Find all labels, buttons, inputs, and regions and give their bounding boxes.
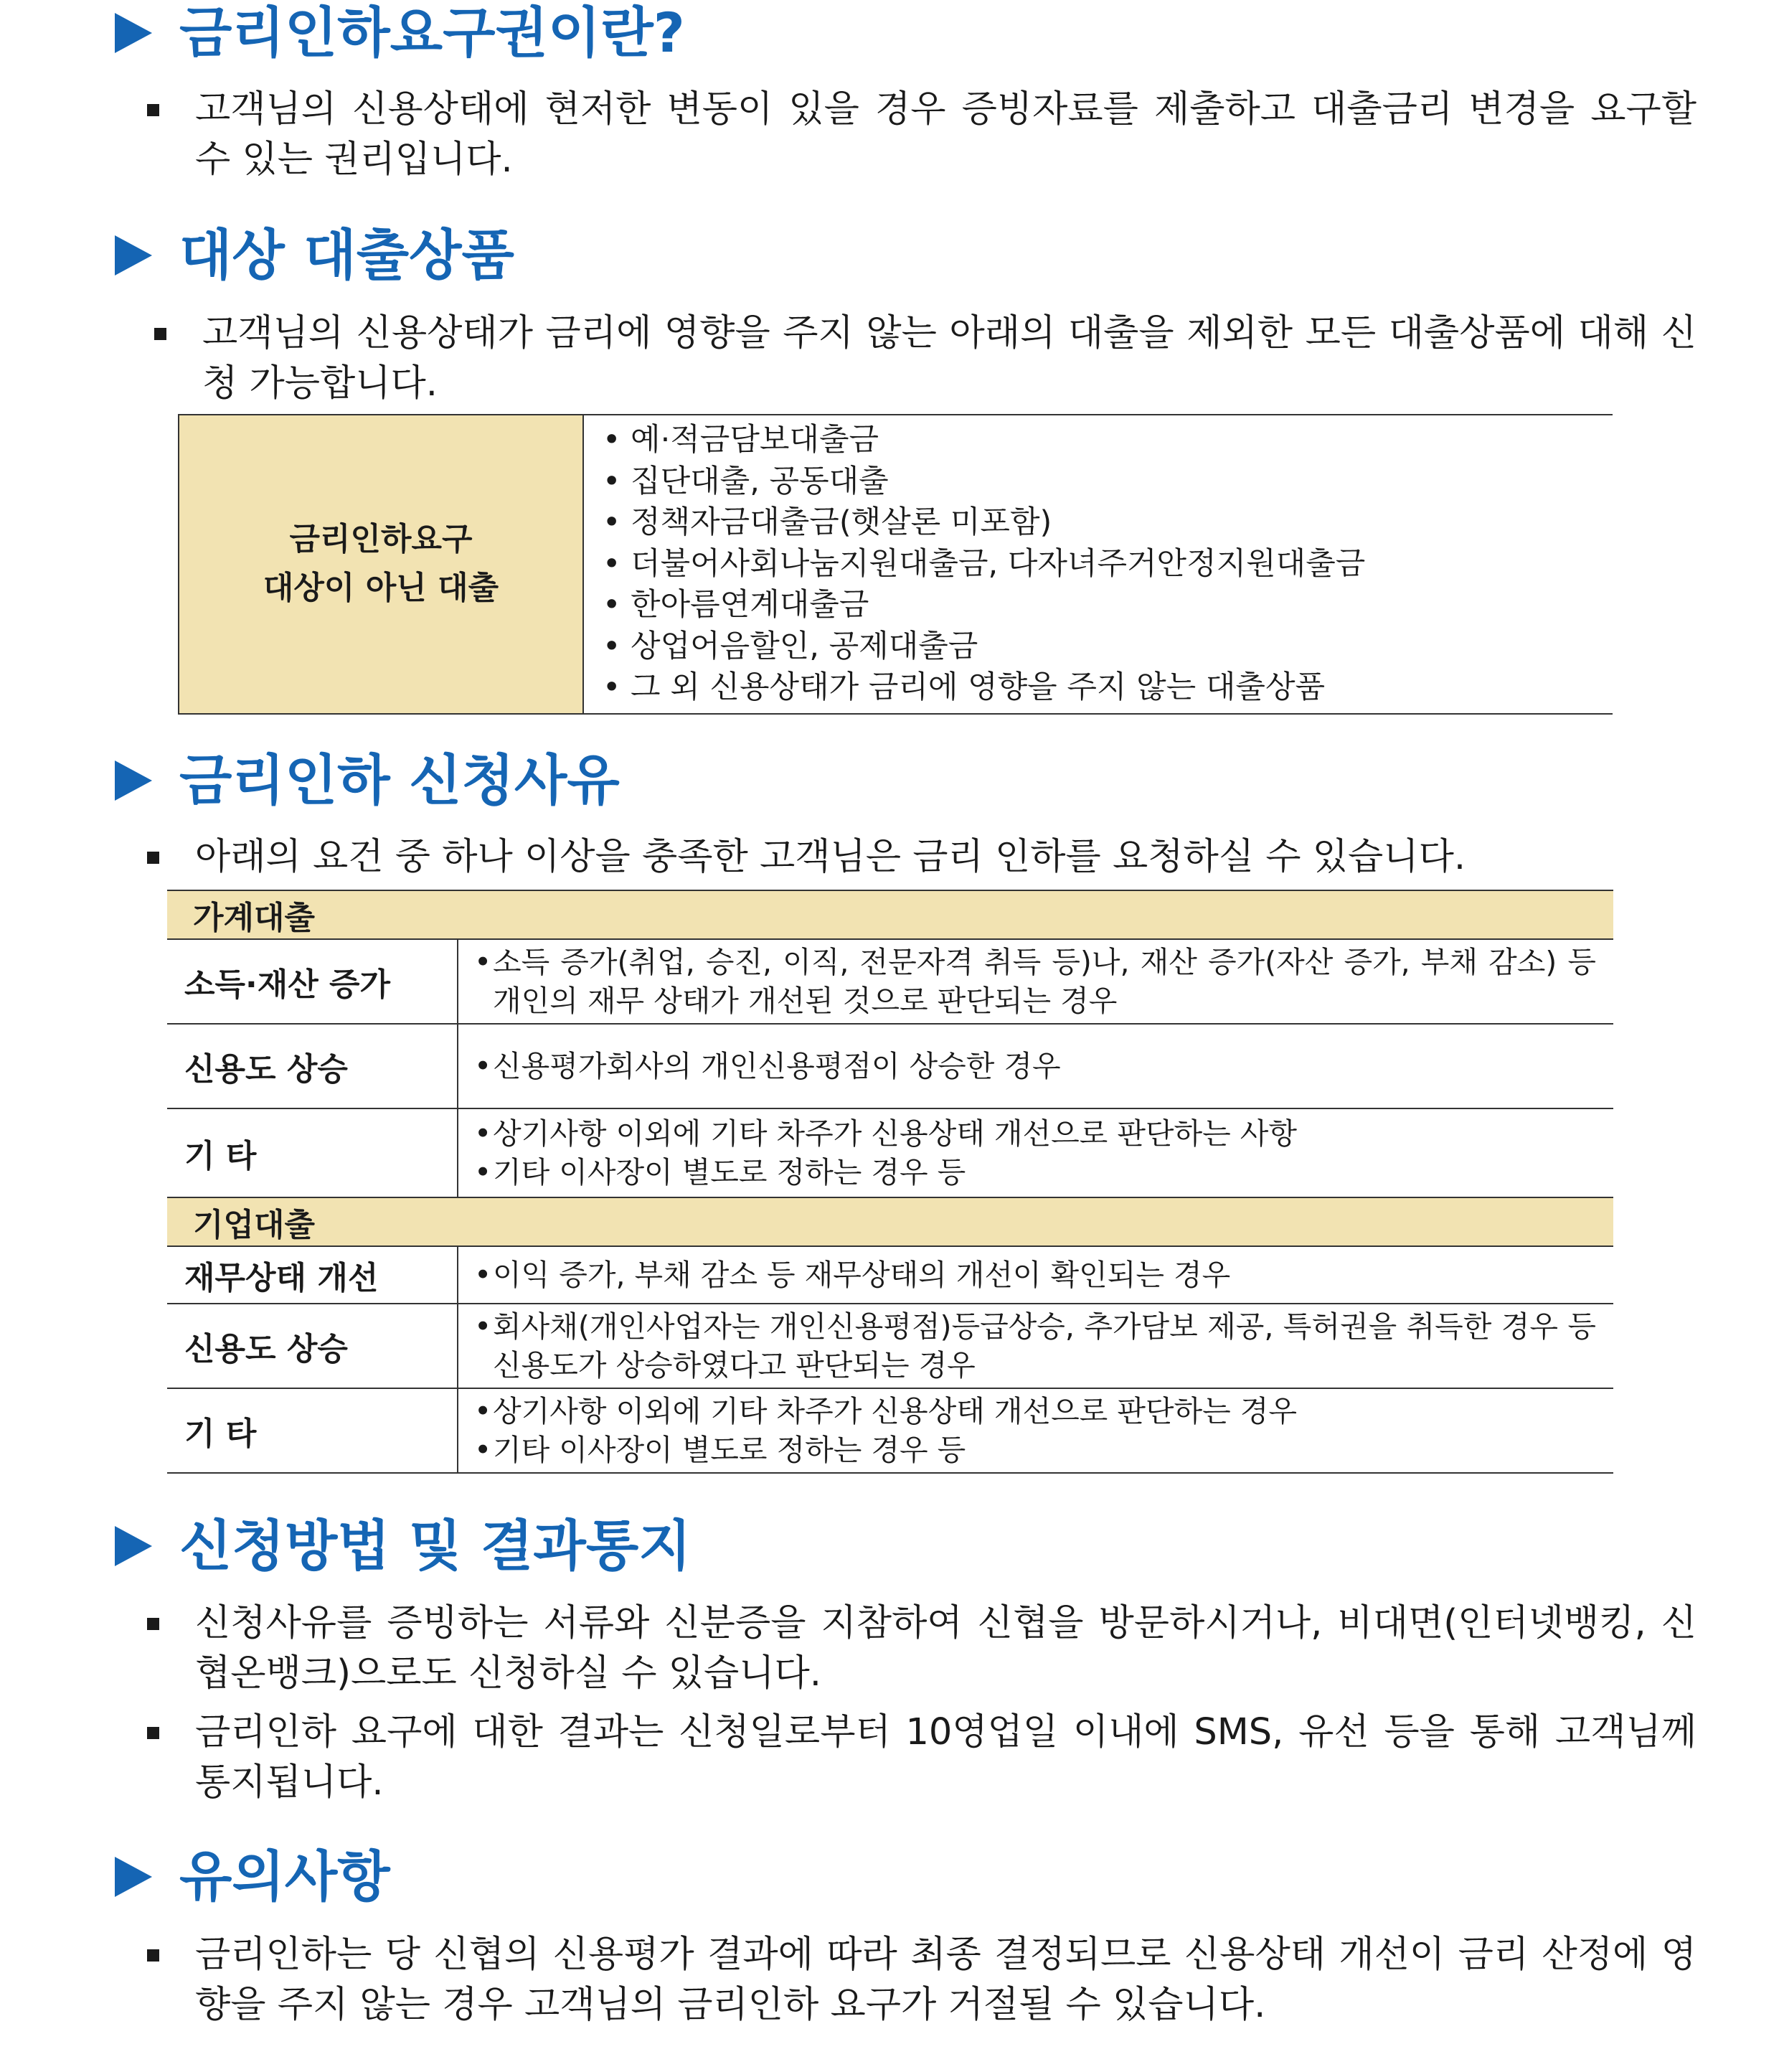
list-item: • 집단대출, 공동대출 xyxy=(603,463,889,499)
triangle-bullet-icon xyxy=(115,13,152,53)
bullet-text: 금리인하 요구에 대한 결과는 신청일로부터 10영업일 이내에 SMS, 유선 등을 통해 고객님께 통지됩니다. xyxy=(195,1711,1697,1804)
table-row xyxy=(167,1388,1613,1473)
square-bullet-icon xyxy=(147,852,159,864)
excluded-loans-table xyxy=(178,414,1613,715)
row-desc: • 상기사항 이외에 기타 차주가 신용상태 개선으로 판단하는 경우 • 기타 이사장이 별도로 정하는 경우 등 xyxy=(458,1388,1613,1473)
target-loans-paragraph xyxy=(154,309,1697,409)
section-heading-request-reasons xyxy=(115,748,620,812)
precautions-paragraph xyxy=(147,1930,1697,2030)
bullet-text: 고객님의 신용상태에 현저한 변동이 있을 경우 증빙자료를 제출하고 대출금리 변경을 요구할 수 있는 권리입니다. xyxy=(195,88,1697,181)
label-line: 대상이 아닌 대출 xyxy=(263,570,499,607)
bullet-text: 아래의 요건 중 하나 이상을 충족한 고객님은 금리 인하를 요청하실 수 있습니다. xyxy=(195,836,1466,878)
method-paragraph xyxy=(147,1598,1697,1699)
row-name: 기 타 xyxy=(167,1388,458,1473)
excluded-loans-list-cell xyxy=(583,415,1613,714)
section-title: 신청방법 및 결과통지 xyxy=(179,1514,692,1578)
section-heading-method-and-notice xyxy=(115,1514,692,1578)
list-item: • 그 외 신용상태가 금리에 영향을 주지 않는 대출상품 xyxy=(603,669,1326,705)
notice-paragraph xyxy=(147,1708,1697,1808)
list-item: • 예·적금담보대출금 xyxy=(603,422,879,458)
bullet-text: 신청사유를 증빙하는 서류와 신분증을 지참하여 신협을 방문하시거나, 비대면(인터넷뱅킹, 신협온뱅크)으로도 신청하실 수 있습니다. xyxy=(195,1602,1697,1695)
table-row xyxy=(167,1108,1613,1197)
section-heading-rate-cut-right xyxy=(115,1,685,65)
label-line: 금리인하요구 xyxy=(289,521,473,558)
section-heading-precautions xyxy=(115,1845,390,1908)
list-item: • 상업어음할인, 공제대출금 xyxy=(603,628,978,664)
section-title: 금리인하 신청사유 xyxy=(179,748,620,812)
triangle-bullet-icon xyxy=(115,1526,152,1566)
row-desc: • 이익 증가, 부채 감소 등 재무상태의 개선이 확인되는 경우 xyxy=(458,1246,1613,1304)
excluded-loans-label xyxy=(179,415,583,714)
square-bullet-icon xyxy=(147,1727,159,1739)
list-item: • 정책자금대출금(햇살론 미포함) xyxy=(603,504,1052,540)
square-bullet-icon xyxy=(147,1949,159,1962)
category-household: 가계대출 xyxy=(167,890,1613,939)
row-name: 재무상태 개선 xyxy=(167,1246,458,1304)
row-name: 신용도 상승 xyxy=(167,1304,458,1388)
triangle-bullet-icon xyxy=(115,1857,152,1897)
table-row xyxy=(167,1246,1613,1304)
row-desc: • 회사채(개인사업자는 개인신용평점)등급상승, 추가담보 제공, 특허권을 취득한 경우 등 신용도가 상승하였다고 판단되는 경우 xyxy=(458,1304,1613,1388)
section-title: 금리인하요구권이란? xyxy=(179,1,685,65)
row-name: 신용도 상승 xyxy=(167,1024,458,1108)
section-title: 대상 대출상품 xyxy=(179,223,514,287)
reasons-table xyxy=(167,890,1613,1474)
triangle-bullet-icon xyxy=(115,235,152,276)
square-bullet-icon xyxy=(154,328,166,340)
triangle-bullet-icon xyxy=(115,760,152,801)
row-name: 기 타 xyxy=(167,1108,458,1197)
reasons-paragraph xyxy=(147,832,1697,882)
section-heading-target-loans xyxy=(115,223,514,287)
row-desc: • 상기사항 이외에 기타 차주가 신용상태 개선으로 판단하는 사항 • 기타 이사장이 별도로 정하는 경우 등 xyxy=(458,1108,1613,1197)
row-name: 소득·재산 증가 xyxy=(167,939,458,1024)
section-title: 유의사항 xyxy=(179,1845,390,1908)
bullet-text: 고객님의 신용상태가 금리에 영향을 주지 않는 아래의 대출을 제외한 모든 대출상품에 대해 신청 가능합니다. xyxy=(202,312,1697,405)
square-bullet-icon xyxy=(147,1618,159,1630)
definition-paragraph xyxy=(147,85,1697,185)
row-desc: • 소득 증가(취업, 승진, 이직, 전문자격 취득 등)나, 재산 증가(자산 증가, 부채 감소) 등 개인의 재무 상태가 개선된 것으로 판단되는 경우 xyxy=(458,939,1613,1024)
list-item: • 한아름연계대출금 xyxy=(603,587,869,623)
square-bullet-icon xyxy=(147,104,159,116)
row-desc: • 신용평가회사의 개인신용평점이 상승한 경우 xyxy=(458,1024,1613,1108)
table-row xyxy=(167,939,1613,1024)
list-item: • 더불어사회나눔지원대출금, 다자녀주거안정지원대출금 xyxy=(603,545,1366,582)
bullet-text: 금리인하는 당 신협의 신용평가 결과에 따라 최종 결정되므로 신용상태 개선이 금리 산정에 영향을 주지 않는 경우 고객님의 금리인하 요구가 거절될 수 있습니다. xyxy=(195,1934,1697,2026)
category-business: 기업대출 xyxy=(167,1197,1613,1246)
table-row xyxy=(167,1024,1613,1108)
excluded-loans-list xyxy=(584,415,1613,713)
table-row xyxy=(167,1304,1613,1388)
